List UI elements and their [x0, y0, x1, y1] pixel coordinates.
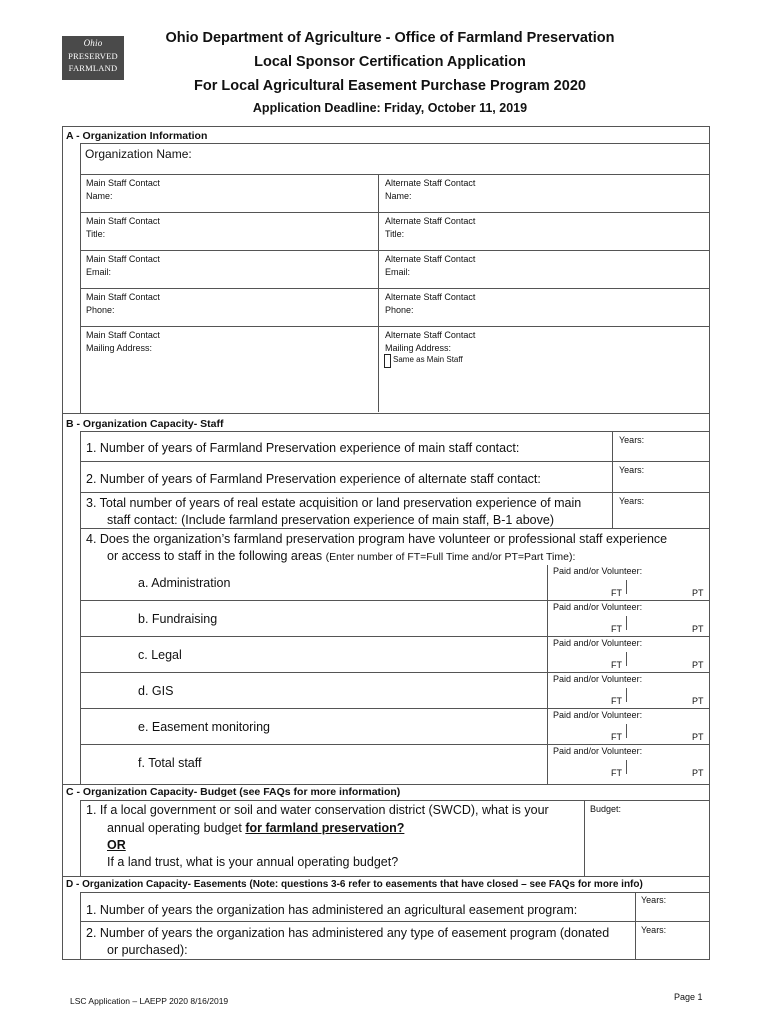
- question-c1-or: OR: [107, 838, 126, 852]
- paid-volunteer-label-d: Paid and/or Volunteer:: [553, 674, 643, 684]
- pt-label-f: PT: [692, 768, 704, 778]
- alt-contact-email-label: Alternate Staff Contact Email:: [385, 254, 476, 277]
- alt-contact-phone-label: Alternate Staff Contact Phone:: [385, 292, 476, 315]
- section-c-title: C - Organization Capacity- Budget (see FAQs for more information): [66, 786, 401, 798]
- title-line-1: Ohio Department of Agriculture - Office of Farmland Preservation: [165, 30, 615, 46]
- paid-volunteer-label-b: Paid and/or Volunteer:: [553, 602, 643, 612]
- same-as-main-staff-checkbox[interactable]: [384, 354, 391, 368]
- main-contact-phone-label: Main Staff Contact Phone:: [86, 292, 160, 315]
- ft-label-c: FT: [611, 660, 622, 670]
- paid-volunteer-label-e: Paid and/or Volunteer:: [553, 710, 643, 720]
- ohio-preserved-farmland-logo: [62, 36, 124, 80]
- paid-volunteer-label-f: Paid and/or Volunteer:: [553, 746, 643, 756]
- section-d-title: D - Organization Capacity- Easements (Note: questions 3-6 refer to easements that have closed – see FAQs for more info): [66, 879, 643, 890]
- ft-label-b: FT: [611, 624, 622, 634]
- main-contact-address-label: Main Staff Contact Mailing Address:: [86, 330, 160, 353]
- question-d1: 1. Number of years the organization has administered an agricultural easement program:: [86, 903, 578, 917]
- b2-years-label: Years:: [619, 465, 645, 475]
- same-as-main-staff-label: Same as Main Staff: [393, 355, 463, 364]
- question-d2-line2: or purchased):: [107, 943, 188, 957]
- b3-years-label: Years:: [619, 496, 645, 506]
- area-total-staff: f. Total staff: [138, 756, 202, 770]
- main-contact-name-label: Main Staff Contact Name:: [86, 178, 160, 201]
- pt-label-a: PT: [692, 588, 704, 598]
- title-line-3: For Local Agricultural Easement Purchase Program 2020: [194, 78, 586, 94]
- pt-label-c: PT: [692, 660, 704, 670]
- paid-volunteer-label-a: Paid and/or Volunteer:: [553, 566, 643, 576]
- pt-label-b: PT: [692, 624, 704, 634]
- logo-text-farmland: FARMLAND: [68, 63, 118, 73]
- question-d2-line1: 2. Number of years the organization has administered any type of easement program (donated: [86, 926, 610, 940]
- ft-label-d: FT: [611, 696, 622, 706]
- area-gis: d. GIS: [138, 684, 174, 698]
- question-b3-line2: staff contact: (Include farmland preservation experience of main staff, B-1 above): [107, 513, 554, 527]
- organization-name-label: Organization Name:: [85, 147, 192, 161]
- question-b2: 2. Number of years of Farmland Preservation experience of alternate staff contact:: [86, 472, 541, 486]
- question-b4-line1: 4. Does the organization’s farmland preservation program have volunteer or professional staff experience: [86, 532, 668, 546]
- d2-years-label: Years:: [641, 925, 667, 935]
- logo-text-preserved: PRESERVED: [68, 51, 118, 61]
- section-a-title: A - Organization Information: [66, 130, 208, 142]
- main-contact-title-label: Main Staff Contact Title:: [86, 216, 160, 239]
- ft-label-a: FT: [611, 588, 622, 598]
- alt-contact-name-label: Alternate Staff Contact Name:: [385, 178, 476, 201]
- question-b3-line1: 3. Total number of years of real estate acquisition or land preservation experience of main: [86, 496, 582, 510]
- question-c1-line2: annual operating budget for farmland preservation?: [107, 821, 405, 835]
- question-c1-line1: 1. If a local government or soil and water conservation district (SWCD), what is your: [86, 803, 549, 817]
- footer-document-id: LSC Application – LAEPP 2020 8/16/2019: [70, 996, 229, 1006]
- logo-text-ohio: Ohio: [83, 38, 103, 48]
- area-fundraising: b. Fundraising: [138, 612, 218, 626]
- question-b4-line2: or access to staff in the following areas (Enter number of FT=Full Time and/or PT=Part Time):: [107, 549, 576, 563]
- ft-label-e: FT: [611, 732, 622, 742]
- question-c1-line4: If a land trust, what is your annual operating budget?: [107, 855, 399, 869]
- alt-contact-title-label: Alternate Staff Contact Title:: [385, 216, 476, 239]
- pt-label-e: PT: [692, 732, 704, 742]
- title-line-2: Local Sponsor Certification Application: [254, 54, 526, 70]
- area-easement-monitoring: e. Easement monitoring: [138, 720, 271, 734]
- budget-label: Budget:: [590, 804, 622, 814]
- application-deadline: Application Deadline: Friday, October 11, 2019: [252, 101, 528, 115]
- footer-page-number: Page 1: [674, 992, 703, 1002]
- pt-label-d: PT: [692, 696, 704, 706]
- question-b1: 1. Number of years of Farmland Preservation experience of main staff contact:: [86, 441, 520, 455]
- d1-years-label: Years:: [641, 895, 667, 905]
- area-legal: c. Legal: [138, 648, 182, 662]
- main-contact-email-label: Main Staff Contact Email:: [86, 254, 160, 277]
- alt-contact-address-label: Alternate Staff Contact Mailing Address:: [385, 330, 476, 353]
- ft-label-f: FT: [611, 768, 622, 778]
- paid-volunteer-label-c: Paid and/or Volunteer:: [553, 638, 643, 648]
- section-b-title: B - Organization Capacity- Staff: [66, 418, 224, 430]
- area-administration: a. Administration: [138, 576, 231, 590]
- b1-years-label: Years:: [619, 435, 645, 445]
